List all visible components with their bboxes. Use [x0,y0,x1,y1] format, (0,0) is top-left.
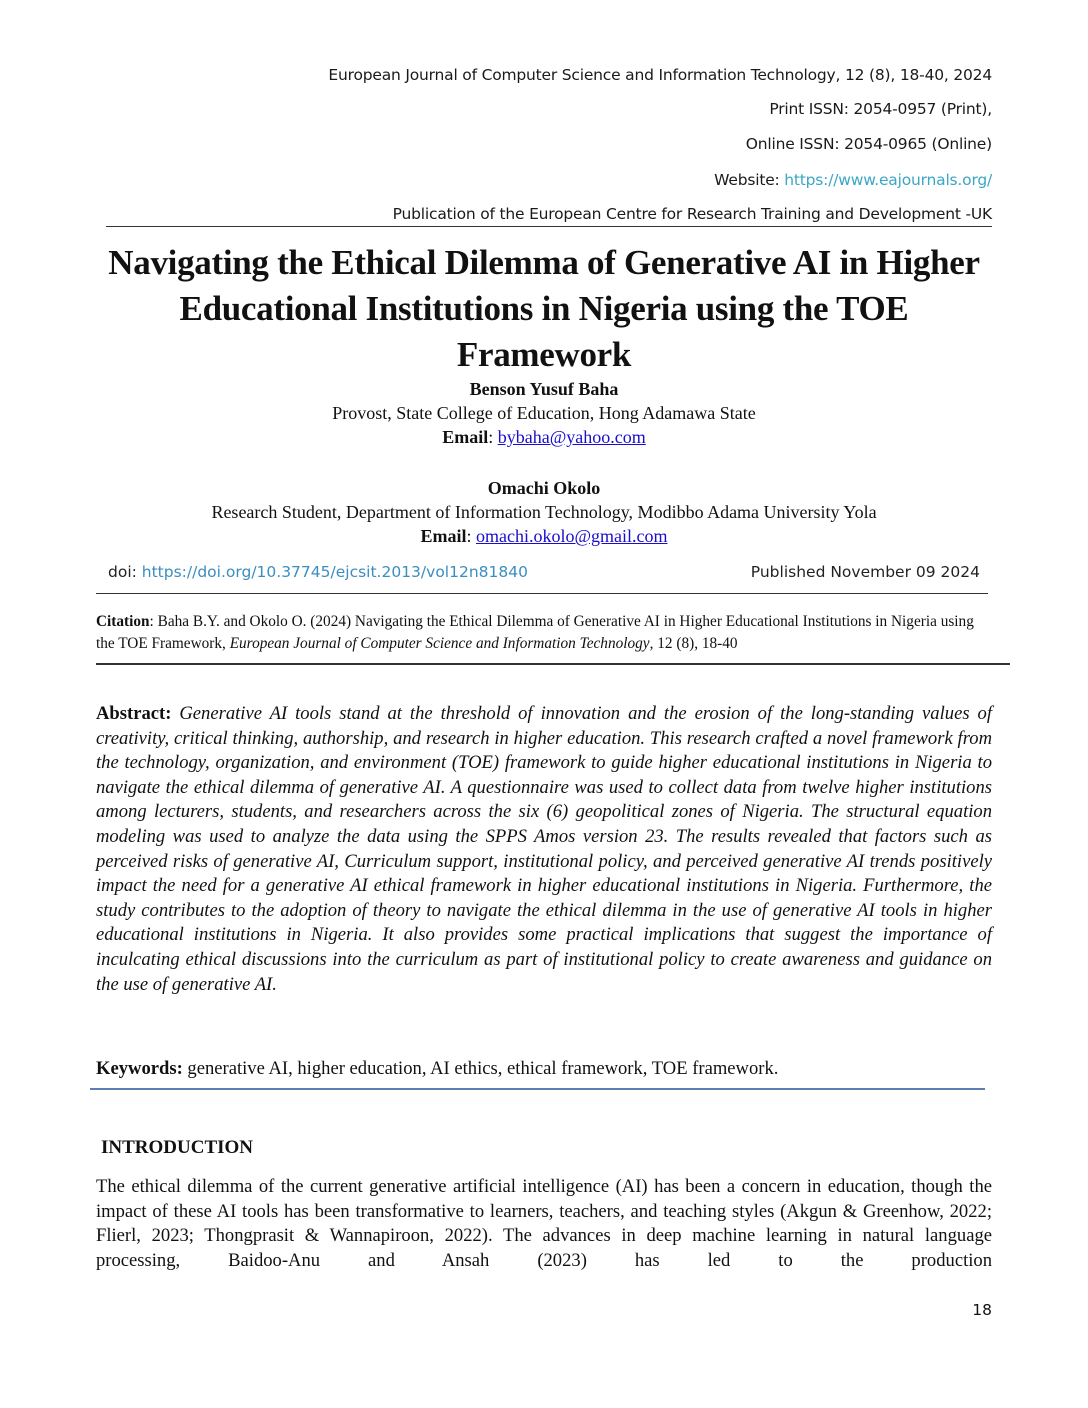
keywords-text: generative AI, higher education, AI ethics, ethical framework, TOE framework. [187,1058,779,1079]
citation-text: : Baha B.Y. and Okolo O. (2024) Navigating the Ethical Dilemma of Generative AI in Higher Educational Institutions in Nigeria using the TOE Framework, [96,613,974,652]
introduction-heading: INTRODUCTION [101,1137,254,1158]
abstract [96,702,992,997]
doi-label: doi: [108,563,142,581]
citation-journal: European Journal of Computer Science and Information Technology [229,635,650,652]
abstract-label: Abstract: [96,703,172,724]
abstract-text: Generative AI tools stand at the threshold of innovation and the erosion of the long-standing values of creativity, critical thinking, authorship, and research in higher education. This research crafted a novel framework from the technology, organization, and environment (TOE) framework to guide higher educational institutions in Nigeria to navigate the ethical dilemma of generative AI. A questionnaire was used to collect data from twelve higher institutions among lecturers, students, and researchers across the six (6) geopolitical zones of Nigeria. The structural equation modeling was used to analyze the data using the SPPS Amos version 23. The results revealed that factors such as perceived risks of generative AI, Curriculum support, institutional policy, and perceived generative AI trends positively impact the need for a generative AI ethical framework in higher educational institutions in Nigeria. Furthermore, the study contributes to the adoption of theory to navigate the ethical dilemma in the use of generative AI tools in higher educational institutions in Nigeria. It also provides some practical implications that suggest the importance of inculcating ethical discussions into the curriculum as part of institutional policy to create awareness and guidance on the use of generative AI. [96,703,992,995]
author-affiliation: Research Student, Department of Information Technology, Modibbo Adama University Yola [211,502,877,522]
website-link[interactable]: https://www.eajournals.org/ [784,171,992,189]
keywords-label: Keywords: [96,1058,183,1079]
website-label: Website: [714,171,785,189]
doi-line [108,563,528,581]
citation [96,611,992,655]
email-label: Email [420,526,467,546]
paper-title: Navigating the Ethical Dilemma of Generative AI in Higher Educational Institutions in Nigeria using the TOE Framework [108,243,980,374]
page-number: 18 [972,1301,992,1319]
keywords-rule [90,1088,985,1090]
citation-volume: , 12 (8), 18-40 [649,635,738,652]
author-affiliation: Provost, State College of Education, Hong Adamawa State [332,403,756,423]
citation-label: Citation [96,613,150,630]
author-email-line: Email: bybaha@yahoo.com [442,427,646,447]
citation-rule [96,663,1010,665]
author-name: Benson Yusuf Baha [469,379,619,399]
introduction-text: The ethical dilemma of the current generative artificial intelligence (AI) has been a concern in education, though the impact of these AI tools has been transformative to learners, teachers, and teaching styles (Akgun & Greenhow, 2022; Flierl, 2023; Thongprasit & Wannapiroon, 2022). The advances in deep machine learning in natural language processing, Baidoo-Anu and Ansah (2023) has led to the production [96,1176,992,1271]
author-name: Omachi Okolo [487,478,601,498]
journal-line: European Journal of Computer Science and Information Technology, 12 (8), 18-40, 2024 [328,66,992,84]
website-line [714,171,992,189]
email-label: Email [442,427,489,447]
print-issn: Print ISSN: 2054-0957 (Print), [769,100,992,118]
author-email-line: Email: omachi.okolo@gmail.com [420,526,668,546]
author-email-link[interactable]: omachi.okolo@gmail.com [475,526,668,546]
header-rule [106,226,992,227]
publisher-line: Publication of the European Centre for Research Training and Development -UK [392,205,992,223]
author-block-1 [96,377,992,449]
author-block-2 [96,476,992,548]
keywords [96,1058,992,1080]
doi-link[interactable]: https://doi.org/10.37745/ejcsit.2013/vol12n81840 [141,563,528,581]
author-email-link[interactable]: bybaha@yahoo.com [497,427,646,447]
published-date: Published November 09 2024 [750,563,980,581]
doi-rule [96,593,988,594]
online-issn: Online ISSN: 2054-0965 (Online) [745,135,992,153]
